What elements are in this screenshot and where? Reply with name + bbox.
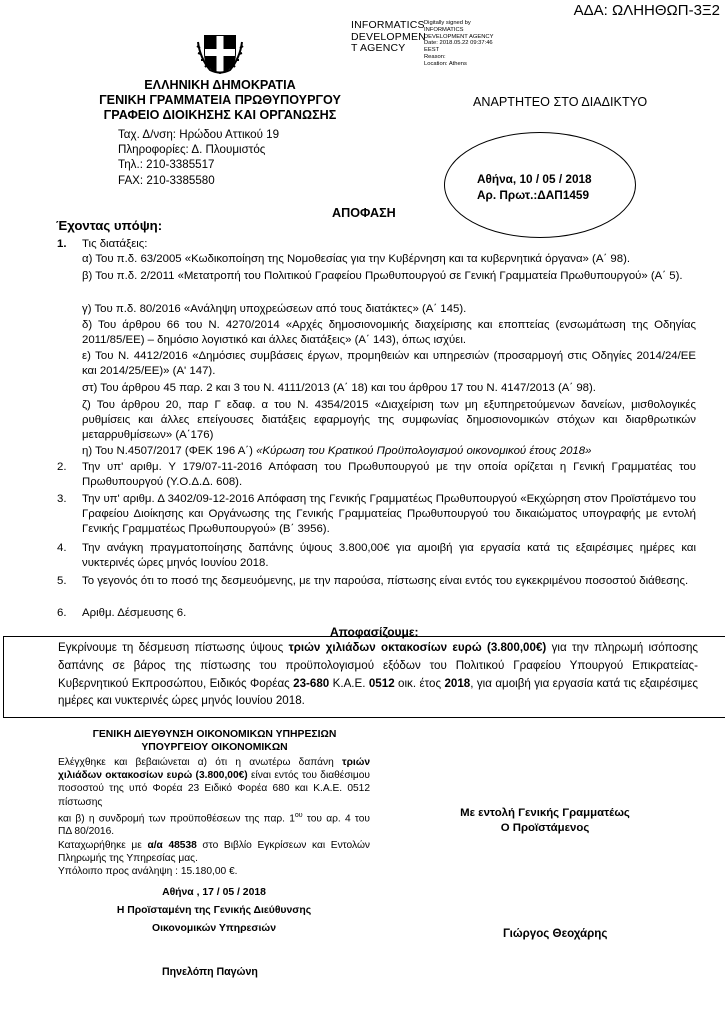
signature-role: Με εντολή Γενικής Γραμματέως bbox=[460, 807, 630, 819]
decide-heading: Αποφασίζουμε: bbox=[330, 625, 419, 639]
finance-heading bbox=[62, 728, 367, 755]
sub-item-h-title: «Κύρωση του Κρατικού Προϋπολογισμού οικονομικού έτους 2018» bbox=[256, 445, 592, 457]
document-date: Αθήνα, 10 / 05 / 2018 bbox=[477, 172, 592, 186]
list-item: Αριθμ. Δέσμευσης 6. bbox=[82, 607, 187, 619]
decision-part: για την πληρωμή ισόποσης δαπάνης σε βάρος της πίστωσης του προϋπολογισμού εξόδων του Πολιτικού Γραφείου Υπουργού Επικρατείας-Κυβερνητικού Εκπροσώπου, Ειδικός Φορέας bbox=[58, 641, 698, 690]
finance-amount: τριών χιλιάδων οκτακοσίων ευρώ (3.800,00€) bbox=[58, 757, 370, 782]
list-number: 1. bbox=[57, 238, 67, 250]
header-line: ΓΡΑΦΕΙΟ ΔΙΟΙΚΗΣΗΣ ΚΑΙ ΟΡΓΑΝΩΣΗΣ bbox=[103, 107, 337, 122]
signature-detail: Date: 2018.05.22 09:37:46 bbox=[424, 40, 493, 47]
finance-text: στο Βιβλίο Εγκρίσεων και Εντολών Πληρωμής της Υπηρεσίας μας. bbox=[58, 839, 371, 864]
finance-paragraph bbox=[58, 756, 370, 809]
contact-line: FAX: 210-3385580 bbox=[118, 173, 215, 187]
sub-item-st: στ) Του άρθρου 45 παρ. 2 και 3 του Ν. 4111/2013 (Α΄ 18) και του άρθρου 17 του Ν. 4147/2013 (Α΄ 98). bbox=[82, 382, 596, 394]
finance-text: Ελέγχθηκε και βεβαιώνεται α) ότι η ανωτέρω δαπάνη bbox=[58, 757, 334, 768]
sub-item-h-text: η) Του Ν.4507/2017 (ΦΕΚ 196 Α΄) bbox=[82, 445, 257, 457]
sub-item-d: δ) Του άρθρου 66 του Ν. 4270/2014 «Αρχές δημοσιονομικής διαχείρισης και εποπτείας (ενσωμάτωση της Οδηγίας 2011/85/ΕΕ) – δημόσιο λογιστικό και άλλες διατάξεις» (Α΄ 143), όπως ισχύει. bbox=[82, 319, 696, 347]
sub-item-z: ζ) Του άρθρου 20, παρ Γ εδαφ. α του Ν. 4354/2015 «Διαχείριση των μη εξυπηρετούμενων δανείων, μισθολογικές ρυθμίσεις και άλλες επείγουσες διατάξεις εφαρμογής της συμφωνίας δημοσιονομικών στόχων και διαρθρωτικών μεταρρυθμίσεων» (Α΄176) bbox=[82, 399, 696, 442]
finance-balance: Υπόλοιπο προς ανάληψη : 15.180,00 €. bbox=[58, 866, 238, 878]
finance-role: Οικονομικών Υπηρεσιών bbox=[152, 923, 276, 934]
sub-item-b: β) Του π.δ. 2/2011 «Μετατροπή του Πολιτικού Γραφείου Πρωθυπουργού σε Γενική Γραμματεία Πρωθυπουργού» (Α΄ 5). bbox=[82, 270, 683, 282]
decision-part: Εγκρίνουμε τη δέσμευση πίστωσης ύψους bbox=[58, 641, 289, 654]
decision-part: Κ.Α.Ε. bbox=[329, 676, 369, 690]
decision-part: οικ. έτος bbox=[394, 676, 445, 690]
document-title: ΑΠΟΦΑΣΗ bbox=[332, 206, 396, 220]
finance-title: ΥΠΟΥΡΓΕΙΟΥ ΟΙΚΟΝΟΜΙΚΩΝ bbox=[141, 742, 288, 754]
considering-heading: Έχοντας υπόψη: bbox=[56, 218, 163, 233]
list-number: 2. bbox=[57, 461, 67, 473]
finance-sup: ου bbox=[294, 811, 303, 819]
contact-info bbox=[118, 127, 279, 188]
signature-detail: EEST bbox=[424, 47, 440, 54]
decision-text bbox=[58, 639, 698, 710]
list-item: Την ανάγκη πραγματοποίησης δαπάνης ύψους 3.800,00€ για αμοιβή για εργασία κατά τις εξαιρέσιμες ημέρες και νυκτερινές ώρες μηνός Ιουνίου 2018. bbox=[82, 542, 696, 570]
signature-line: T AGENCY bbox=[351, 42, 406, 54]
finance-signatory-name: Πηνελόπη Παγώνη bbox=[162, 966, 258, 978]
finance-verification bbox=[58, 756, 370, 878]
date-protocol bbox=[477, 172, 592, 203]
posting-notice: ΑΝΑΡΤΗΤΕΟ ΣΤΟ ΔΙΑΔΙΚΤΥΟ bbox=[473, 95, 648, 109]
decision-kae: 0512 bbox=[368, 676, 395, 690]
list-number: 5. bbox=[57, 575, 67, 587]
list-item: Την υπ' αριθμ. Δ 3402/09-12-2016 Απόφαση της Γενικής Γραμματέως Πρωθυπουργού «Εκχώρηση στον Προϊστάμενο του Γραφείου Διοίκησης και Οργάνωσης της Γενικής Γραμματείας Πρωθυπουργού του δικαιώματος υπογραφής με εντολή Γενικής Γραμματέως Πρωθυπουργού» (Β΄ 3956). bbox=[82, 493, 696, 536]
finance-role: Η Προϊσταμένη της Γενικής Διεύθυνσης bbox=[116, 905, 312, 916]
contact-line: Τηλ.: 210-3385517 bbox=[118, 158, 215, 172]
finance-paragraph bbox=[58, 809, 370, 839]
decision-part: , για αμοιβή για εργασία κατά τις εξαιρέσιμες ημέρες και νυκτερινές ώρες μηνός Ιουνίου 2018. bbox=[58, 676, 698, 708]
list-number: 4. bbox=[57, 542, 67, 554]
signature-detail: Location: Athens bbox=[424, 60, 467, 67]
finance-date: Αθήνα , 17 / 05 / 2018 bbox=[162, 887, 266, 898]
signature-line: DEVELOPMEN bbox=[351, 30, 426, 43]
sub-item-e: ε) Του Ν. 4412/2016 «Δημόσιες συμβάσεις έργων, προμηθειών και υπηρεσιών (προσαρμογή στις Οδηγίες 2014/24/ΕΕ και 2014/25/ΕΕ)» (Α' 147). bbox=[82, 350, 696, 378]
greek-emblem-icon bbox=[196, 28, 244, 76]
finance-text: και β) η συνδρομή των προϋποθέσεων της παρ. 1 bbox=[58, 813, 295, 825]
finance-text: του αρ. 4 του ΠΔ 80/2016. bbox=[58, 813, 370, 838]
header-line: ΓΕΝΙΚΗ ΓΡΑΜΜΑΤΕΙΑ ΠΡΩΘΥΠΟΥΡΓΟΥ bbox=[99, 92, 341, 107]
issuer-header bbox=[60, 78, 380, 122]
list-item: Την υπ' αριθμ. Υ 179/07-11-2016 Απόφαση του Πρωθυπουργού με την οποία ορίζεται η Γενική Γραμματέας του Πρωθυπουργού (Υ.Ο.Δ.Δ. 608). bbox=[82, 461, 696, 489]
signature-detail: DEVELOPMENT AGENCY bbox=[424, 33, 494, 40]
finance-text: είναι εντός του διαθέσιμου ποσοστού της υπό Φορέα 23 Ειδικό Φορέα 680 και Κ.Α.Ε. 0512 πίστωσης bbox=[58, 770, 370, 808]
ada-number: ΑΔΑ: ΩΛΗΗΘΩΠ-3Ξ2 bbox=[573, 2, 720, 19]
signature-detail: Digitally signed by bbox=[424, 20, 471, 26]
sub-item-h bbox=[82, 444, 696, 459]
list-item: Το γεγονός ότι το ποσό της δεσμευόμενης, με την παρούσα, πίστωσης είναι εντός του εγκεκριμένου ποσοστού διάθεσης. bbox=[82, 575, 689, 587]
authorizing-signature bbox=[450, 806, 640, 836]
list-number: 6. bbox=[57, 607, 67, 619]
finance-paragraph bbox=[58, 839, 370, 865]
signature-detail: INFORMATICS bbox=[424, 26, 464, 33]
contact-line: Ταχ. Δ/νση: Ηρώδου Αττικού 19 bbox=[118, 128, 280, 141]
signature-line: INFORMATICS bbox=[351, 19, 425, 31]
decision-year: 2018 bbox=[444, 676, 471, 690]
sub-item-a: α) Του π.δ. 63/2005 «Κωδικοποίηση της Νομοθεσίας για την Κυβέρνηση και τα κυβερνητικά όργανα» (Α΄ 98). bbox=[82, 253, 631, 265]
list-item: Τις διατάξεις: bbox=[82, 238, 148, 250]
signature-detail: Reason: bbox=[424, 53, 446, 60]
signature-role: Ο Προϊστάμενος bbox=[500, 822, 590, 834]
finance-signature bbox=[58, 884, 370, 938]
finance-registration: α/α 48538 bbox=[147, 839, 197, 851]
protocol-number: Αρ. Πρωτ.:ΔΑΠ1459 bbox=[477, 187, 590, 202]
decision-carrier: 23-680 bbox=[293, 676, 330, 690]
list-number: 3. bbox=[57, 493, 67, 505]
signature-details bbox=[424, 20, 554, 68]
sub-item-g: γ) Του π.δ. 80/2016 «Ανάληψη υποχρεώσεων από τους διατάκτες» (Α΄ 145). bbox=[82, 303, 467, 315]
signatory-name: Γιώργος Θεοχάρης bbox=[503, 927, 608, 940]
decision-amount: τριών χιλιάδων οκτακοσίων ευρώ (3.800,00€) bbox=[288, 641, 547, 654]
digital-signature bbox=[351, 20, 551, 68]
contact-line: Πληροφορίες: Δ. Πλουμιστός bbox=[118, 143, 266, 157]
header-line: ΕΛΛΗΝΙΚΗ ΔΗΜΟΚΡΑΤΙΑ bbox=[144, 78, 296, 92]
finance-text: Καταχωρήθηκε με bbox=[58, 839, 148, 851]
finance-title: ΓΕΝΙΚΗ ΔΙΕΥΘΥΝΣΗ ΟΙΚΟΝΟΜΙΚΩΝ ΥΠΗΡΕΣΙΩΝ bbox=[92, 729, 337, 740]
signature-name bbox=[351, 19, 426, 55]
